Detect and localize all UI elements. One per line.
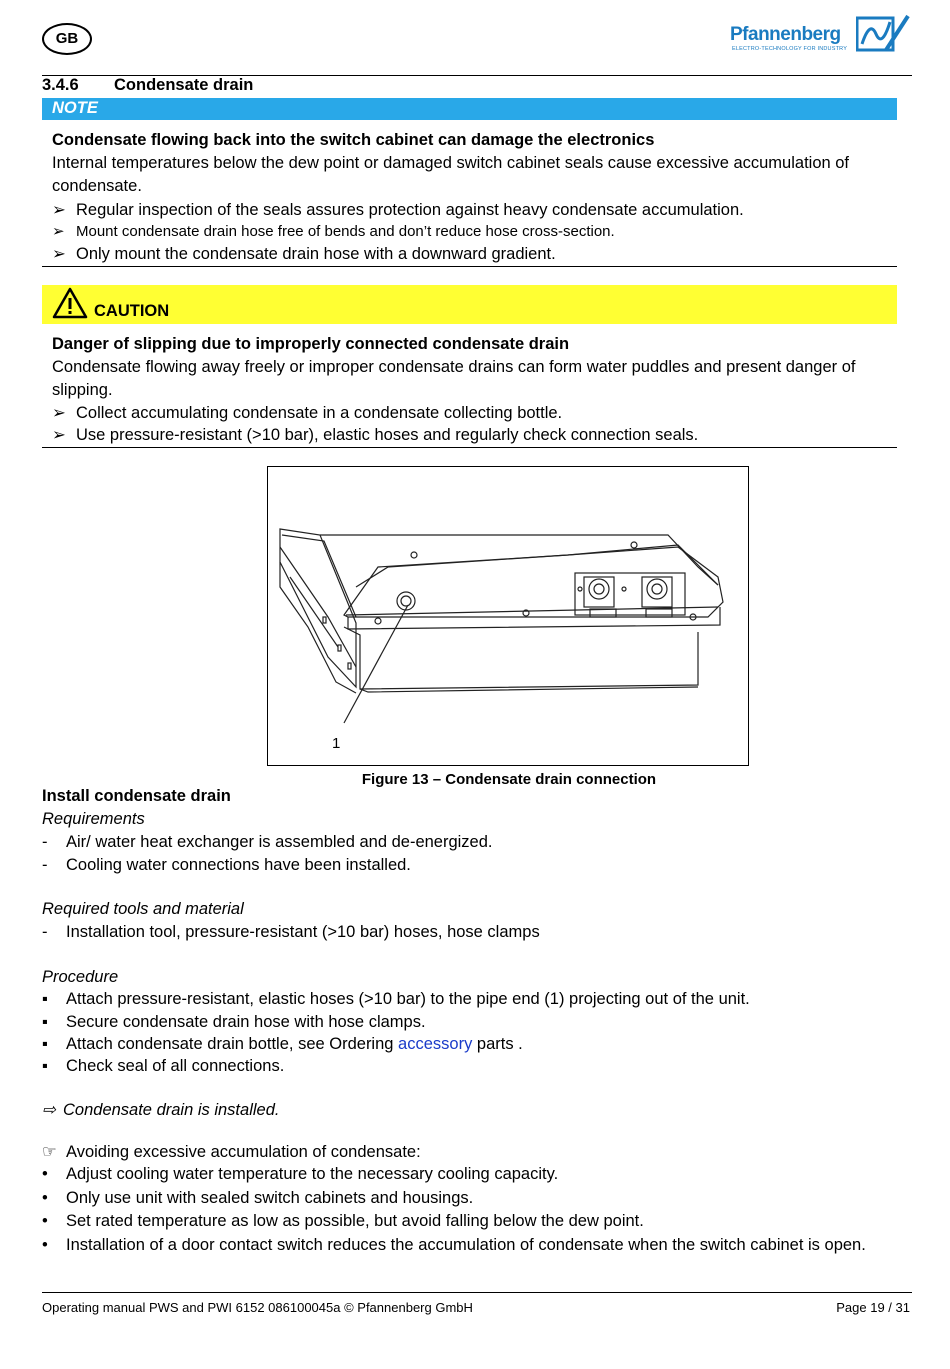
note-item: ➢ Only mount the condensate drain hose with a downward gradient. [52,245,556,263]
section-heading: Condensate drain [114,76,254,94]
caution-text-line1: Condensate flowing away freely or improper condensate drains can form water puddles and present danger of [52,358,856,376]
logo-tagline: ELECTRO-TECHNOLOGY FOR INDUSTRY [732,46,848,52]
requirement-item: - Cooling water connections have been installed. [42,856,411,874]
caution-text-line2: slipping. [52,381,113,399]
caution-item: ➢ Use pressure-resistant (>10 bar), elastic hoses and regularly check connection seals. [52,426,699,444]
figure-frame [267,466,749,766]
procedure-step: ▪ Check seal of all connections. [42,1057,285,1075]
avoid-item: • Set rated temperature as low as possible, but avoid falling below the dew point. [42,1212,644,1230]
avoid-item: • Adjust cooling water temperature to the necessary cooling capacity. [42,1165,559,1183]
logo-mark-icon [856,14,910,54]
figure-callout: 1 [332,735,341,752]
note-label: NOTE [52,99,98,117]
hint-hand-icon: ☞ [42,1143,57,1161]
footer-document-info: Operating manual PWS and PWI 6152 086100045a © Pfannenberg GmbH [42,1300,473,1315]
caution-item: ➢ Collect accumulating condensate in a condensate collecting bottle. [52,404,563,422]
note-text-line2: condensate. [52,177,142,195]
caution-label: CAUTION [94,302,170,320]
figure-caption: Figure 13 – Condensate drain connection [361,771,657,788]
language-badge: GB [42,23,92,55]
avoid-heading: ☞ Avoiding excessive accumulation of condensate: [42,1143,421,1161]
procedure-label: Procedure [42,968,119,986]
note-rule [42,266,897,267]
note-text-line1: Internal temperatures below the dew point or damaged switch cabinet seals cause excessive accumulation of [52,154,850,172]
footer-rule [42,1292,912,1293]
install-title: Install condensate drain [42,787,231,805]
requirements-label: Requirements [42,810,145,828]
avoid-item: • Only use unit with sealed switch cabinets and housings. [42,1189,474,1207]
caution-bar [42,285,897,324]
logo-name: Pfannenberg [730,24,841,45]
procedure-step: ▪ Attach pressure-resistant, elastic hoses (>10 bar) to the pipe end (1) projecting out of the unit. [42,990,750,1008]
section-title [42,76,253,95]
result-arrow-icon: ⇨ [42,1101,56,1119]
tools-label: Required tools and material [42,900,244,918]
page-number: Page 19 / 31 [836,1300,910,1315]
procedure-step: ▪ Attach condensate drain bottle, see Ordering accessory parts . [42,1035,523,1053]
procedure-step: ▪ Secure condensate drain hose with hose clamps. [42,1013,426,1031]
note-item: ➢ Regular inspection of the seals assures protection against heavy condensate accumulation. [52,201,744,219]
accessory-link[interactable]: accessory [398,1035,473,1053]
caution-heading: Danger of slipping due to improperly connected condensate drain [52,335,570,353]
warning-triangle-icon [52,287,88,319]
note-heading: Condensate flowing back into the switch cabinet can damage the electronics [52,131,655,149]
caution-rule [42,447,897,448]
section-number: 3.4.6 [42,76,79,94]
avoid-item: • Installation of a door contact switch reduces the accumulation of condensate when the switch cabinet is open. [42,1236,866,1254]
result-line: ⇨ Condensate drain is installed. [42,1101,280,1119]
tools-item: - Installation tool, pressure-resistant (>10 bar) hoses, hose clamps [42,923,540,941]
condensate-drain-drawing [268,467,748,765]
note-item: ➢ Mount condensate drain hose free of bends and don’t reduce hose cross-section. [52,223,615,240]
requirement-item: - Air/ water heat exchanger is assembled and de-energized. [42,833,493,851]
company-logo [730,14,910,58]
note-bar [42,98,897,120]
